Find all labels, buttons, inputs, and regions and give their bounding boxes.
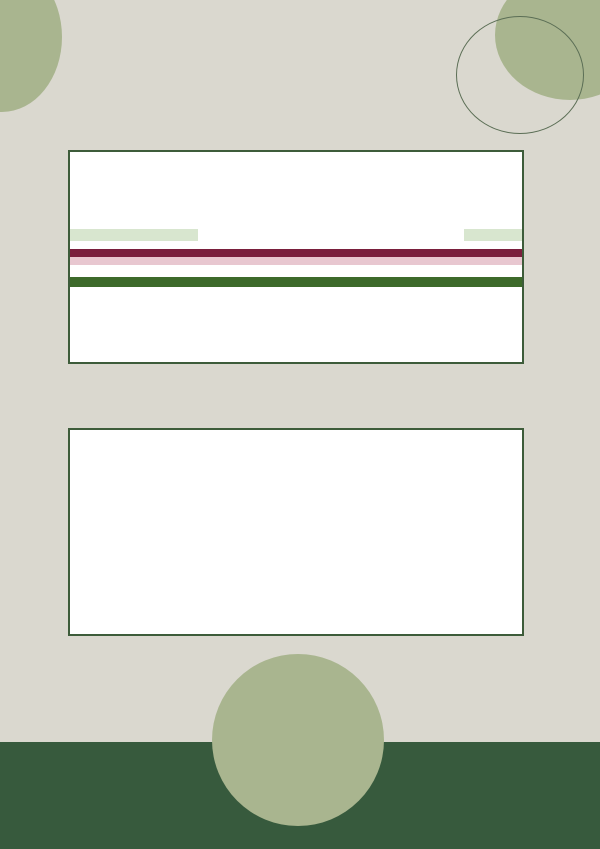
budget-screenshot-depenses [68, 428, 524, 636]
decorative-blob-left [0, 0, 62, 112]
report-row [70, 257, 524, 265]
period-header-row [70, 249, 524, 257]
logo-arc-text [446, 2, 596, 142]
band-left [70, 229, 198, 241]
revenus-header-row [70, 277, 524, 287]
band-right [464, 229, 524, 241]
budget-screenshot-revenus [68, 150, 524, 364]
decorative-circle [212, 654, 384, 826]
